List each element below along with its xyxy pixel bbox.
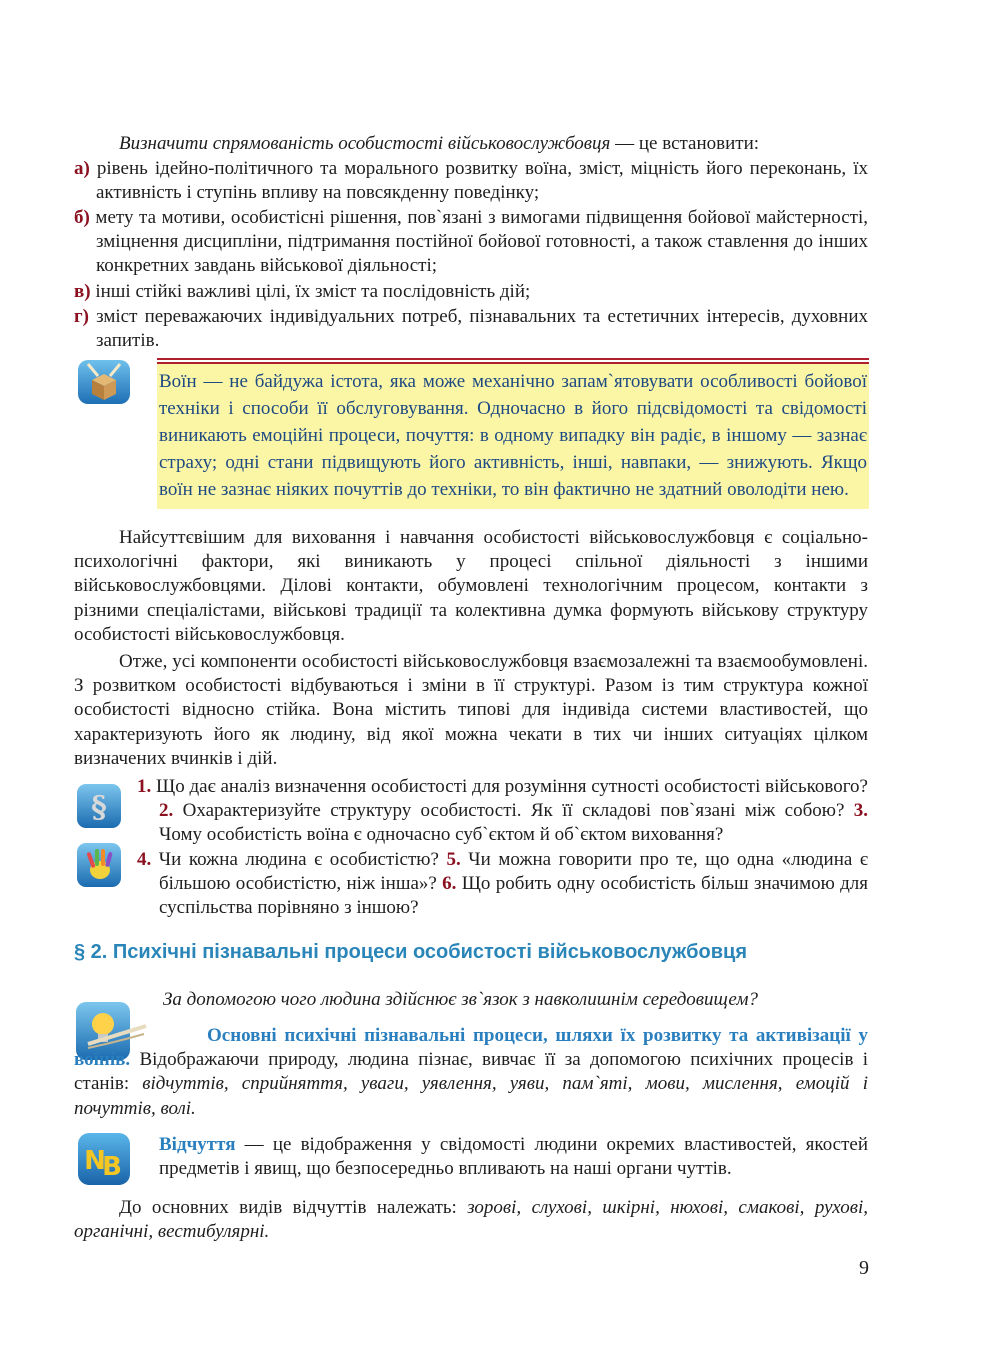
hand-icon <box>76 842 122 888</box>
types-text: До основних видів відчуттів належать: <box>119 1197 468 1218</box>
definition-text: — це відображення у свідомості людини окремих властивостей, якостей предметів і явищ, що безпосередньо впливають на наші органи чуттів. <box>159 1134 868 1180</box>
intro-line <box>74 132 868 156</box>
question-text: Чи можна говорити про те, що одна «людина є більшою особистістю, ніж інша»? <box>159 849 868 895</box>
svg-text:B: B <box>102 1152 122 1182</box>
question-text: Що робить одну особистість більш значимою для суспільства порівняно з іншою? <box>159 873 868 919</box>
list-marker: в) <box>74 281 91 302</box>
question-number: 2. <box>159 800 174 822</box>
topic-text: Відображаючи природу, людина пізнає, вивчає її за допомогою психічних процесів і станів: <box>74 1049 868 1095</box>
question-text: Охарактеризуйте структуру особистості. Як її складові пов`язані між собою? <box>173 800 854 822</box>
question-text: Що дає аналіз визначення особистості для розуміння сутності особистості військового? <box>151 776 868 797</box>
page-number: 9 <box>859 1257 869 1279</box>
section-title: § 2. Психічні пізнавальні процеси особистості військовослужбовця <box>74 941 747 963</box>
intro-italic: Визначити спрямованість особистості військовослужбовця <box>119 133 611 154</box>
section-question-text: За допомогою чого людина здійснює зв`язок з навколишнім середовищем? <box>163 989 758 1010</box>
list-marker: б) <box>74 207 90 228</box>
topic-italic: відчуттів, сприйняття, уваги, уявлення, уяви, пам`яті, мови, мислення, емоцій і почуттів, волі. <box>74 1073 868 1119</box>
questions-block-1 <box>137 775 868 848</box>
thinking-box-icon <box>76 358 132 406</box>
nb-icon <box>76 1131 132 1187</box>
questions-block-2 <box>137 848 868 921</box>
question-number: 4. <box>137 849 152 870</box>
question-text: Чи кожна людина є особистістю? <box>151 849 447 870</box>
question-number: 6. <box>442 873 457 895</box>
question-number: 1. <box>137 776 152 797</box>
list-item-c <box>74 280 868 304</box>
svg-text:§: § <box>91 790 107 825</box>
topic-heading: Основні психічні пізнавальні процеси, шляхи їх розвитку та активізації у воїнів. <box>74 1025 868 1071</box>
intro-rest: — це встановити: <box>610 133 760 154</box>
list-marker: а) <box>74 158 90 179</box>
list-text: мету та мотиви, особистісні рішення, пов`язані з вимогами підвищення бойової майстерності, зміцнення дисципліни, підтримання постійної бойової готовності, а також ставлення до інших конкретних завдань військової діяльності; <box>89 207 868 277</box>
list-text: зміст переважаючих індивідуальних потреб, пізнавальних та естетичних інтересів, духовних запитів. <box>88 306 868 352</box>
list-item-b <box>74 206 868 279</box>
list-marker: г) <box>74 306 89 327</box>
definition-paragraph <box>159 1133 868 1181</box>
question-number: 3. <box>853 800 868 822</box>
topic-paragraph <box>74 1024 868 1121</box>
list-item-a <box>74 157 868 205</box>
question-text: Чому особистість воїна є одночасно суб`єктом й об`єктом виховання? <box>159 824 724 846</box>
section-question <box>163 988 868 1012</box>
question-number: 5. <box>446 849 461 870</box>
paragraph-1: Найсуттєвішим для виховання і навчання особистості військовослужбовця є соціально-психологічні фактори, які виникають у процесі спільної діяльності з іншими військовослужбовцями. Ділові контакти, обумовлені технологічним процесом, контакти з різними спеціалістами, військові традиції та колективна думка формують військову структуру особистості військовослужбовця. <box>74 527 868 645</box>
highlight-text: Воїн — не байдужа істота, яка може механічно запам`ятовувати особливості бойової техніки і способи її обслуговування. Одночасно в його підсвідомості та свідомості виникають емоційні процеси, почуття: в одному випадку він радіє, в іншому — зазнає страху; одні стани підвищують його активність, інші, навпаки, — знижують. Якщо воїн не зазнає ніяких почуттів до техніки, то він фактично не здатний оволодіти нею. <box>157 364 869 509</box>
list-item-d <box>74 305 868 353</box>
list-text: інші стійкі важливі цілі, їх зміст та послідовність дій; <box>90 281 531 302</box>
paragraph-icon <box>76 783 122 829</box>
highlight-box <box>157 358 869 509</box>
definition-term: Відчуття <box>159 1134 236 1155</box>
highlight-top-rule <box>157 358 869 360</box>
types-paragraph <box>74 1196 868 1244</box>
list-text: рівень ідейно-політичного та морального розвитку воїна, зміст, міцність його переконань, їх активність і ступінь впливу на повсякденну поведінку; <box>89 158 868 204</box>
paragraph-2: Отже, усі компоненти особистості військовослужбовця взаємозалежні та взаємообумовлені. З розвитком особистості відбуваються і зміни в її структурі. Разом із тим структура кожної особистості відносно стійка. Вона містить типові для індивіда системи властивостей, що характеризують його як людину, від якої можна чекати в тих чи інших ситуаціях цілком визначених вчинків і дій. <box>74 651 868 769</box>
svg-text:N: N <box>84 1146 106 1176</box>
types-italic: зорові, слухові, шкірні, нюхові, смакові, рухові, органічні, вестибулярні. <box>74 1197 868 1243</box>
